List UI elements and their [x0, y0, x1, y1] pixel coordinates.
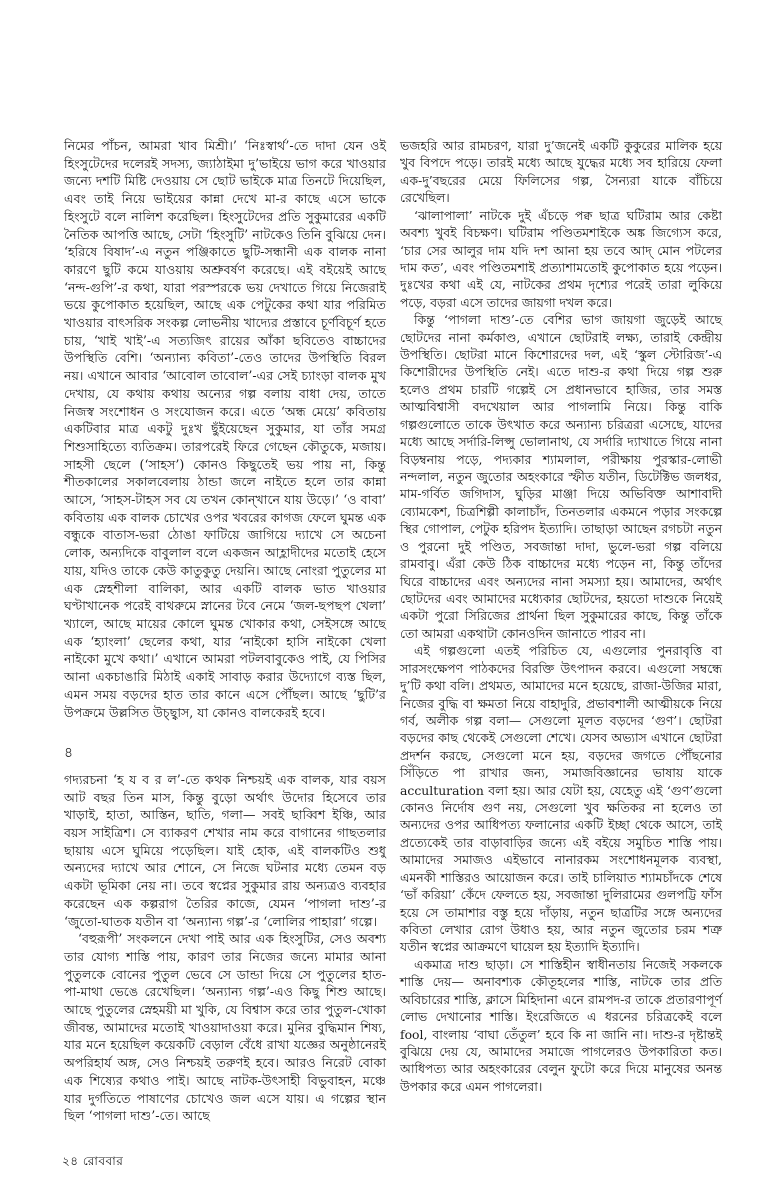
- paragraph: এই গল্পগুলো এতই পরিচিত যে, এগুলোর পুনরাবৃত্তি বা সারসংক্ষেপণ পাঠকদের বিরক্তি উৎপাদন করবে। এগুলো সম্বন্ধে দু’টি কথা বলি। প্রথমত, আমাদের মনে হয়েছে, রাজা-উজির মারা, নিজের বুদ্ধি বা ক্ষমতা নিয়ে বাহাদুরি, প্রভাবশালী আত্মীয়কে নিয়ে গর্ব, অলীক গল্প বলা— সেগুলো মূলত বড়দের ‘গুণ’। ছোটরা বড়দের কাছ থেকেই সেগুলো শেখে। যেসব অভ্যাস এখানে ছোটরা প্রদর্শন করছে, সেগুলো মনে হয়, বড়দের জগতে পৌঁছনোর সিঁড়িতে পা রাখার জন্য, সমাজবিজ্ঞানের ভাষায় যাকে acculturation বলা হয়। আর যেটা হয়, যেহেতু এই ‘গুণ’গুলো কোনও নির্দোষ গুণ নয়, সেগুলো খুব ক্ষতিকর না হলেও তা অন্যদের ওপর আধিপত্য ফলানোর একটি ইচ্ছা থেকে আসে, তাই প্রত্যেকেই তার বাড়াবাড়ির জন্যে এই বইয়ে সমুচিত শাস্তি পায়। আমাদের সমাজও এইভাবে নানারকম সংশোধনমূলক ব্যবস্থা, এমনকী শাস্তিরও আয়োজন করে। তাই চালিয়াত শ্যামচাঁদকে শেষে ‘ভাঁ করিয়া’ কেঁদে ফেলতে হয়, সবজান্তা দুলিরামের গুলপট্টি ফাঁস হয়ে সে তামাশার বস্তু হয়ে দাঁড়ায়, নতুন ছাত্রটির সঙ্গে অন্যদের কবিতা লেখার রোগ উধাও হয়, আর নতুন জুতোর চরম শত্রু যতীন স্বপ্নের আক্রমণে ঘায়েল হয় ইত্যাদি ইত্যাদি।: [400, 643, 722, 955]
- paragraph: কিন্তু ‘পাগলা দাশু’-তে বেশির ভাগ জায়গা জুড়েই আছে ছোটদের নানা কর্মকাণ্ড, এখানে ছোটরাই লক্ষ্য, তারাই কেন্দ্রীয় উপস্থিতি। ছোটরা মানে কিশোরদের দল, এই ‘স্কুল স্টোরিজ’-এ কিশোরীদের উপস্থিতি নেই। এতে দাশু-র কথা দিয়ে গল্প শুরু হলেও প্রথম চারটি গল্পেই সে প্রধানভাবে হাজির, তার সমস্ত আত্মবিশ্বাসী বদখেয়াল আর পাগলামি নিয়ে। কিন্তু বাকি গল্পগুলোতে তাকে উৎখাত করে অন্যান্য চরিত্ররা এসেছে, যাদের মধ্যে আছে সর্দারি-লিপ্সু ভোলানাথ, যে সর্দারি দ্যাখাতে গিয়ে নানা বিড়ম্বনায় পড়ে, পদ্যকার শ্যামলাল, পরীক্ষায় পুরস্কার-লোভী নন্দলাল, নতুন জুতোর অহংকারে স্ফীত যতীন, ডিটেক্টিভ জলধর, মাম-গর্বিত জগিদাস, ঘুড়ির মাঞ্জা দিয়ে অভিবিক্ত আশাবাদী ব্যোমকেশ, চিত্রশিল্পী কালাচাঁদ, তিনতলার একমনে পড়ার সংকল্পে স্থির গোপাল, পেটুক হরিপদ ইত্যাদি। তাছাড়া আছেন রগচটা নতুন ও পুরনো দুই পণ্ডিত, সবজান্তা দাদা, ভুলে-ভরা গল্প বলিয়ে রামবাবু। এঁরা কেউ ঠিক বাচ্চাদের মধ্যে পড়েন না, কিন্তু তাঁদের ঘিরে বাচ্চাদের এবং অন্যদের নানা সমস্যা হয়। আমাদের, অর্থাৎ ছোটদের এবং আমাদের মধ্যেকার ছোটদের, হয়তো দাশুকে নিয়েই একটা পুরো সিরিজের প্রার্থনা ছিল সুকুমারের কাছে, কিন্তু তাঁকে তো আমরা একথাটা কোনওদিন জানাতে পারব না।: [400, 312, 722, 641]
- paragraph: গদ্যরচনা ‘হ য ব র ল’-তে কথক নিশ্চয়ই এক বালক, যার বয়স আট বছর তিন মাস, কিন্তু বুড়ো অর্থাৎ উদোর হিসেবে তার খাড়াই, হাতা, আস্তিন, ছাতি, গলা— সবই ছাব্বিশ ইঞ্চি, আর বয়স সাইত্রিশ। সে ব্যাকরণ শেখার নাম করে বাগানের গাছতলার ছায়ায় এসে ঘুমিয়ে পড়েছিল। যাই হোক, এই বালকটিও শুধু অন্যদের দ্যাখে আর শোনে, সে নিজে ঘটনার মধ্যে তেমন বড় একটা ভূমিকা নেয় না। তবে স্বপ্নের সুকুমার রায় অন্যত্রও ব্যবহার করেছেন এক কল্পরাগ তৈরির কাজে, যেমন ‘পাগলা দাশু’-র ‘জুতো-ঘাতক যতীন বা ‘অন্যান্য গল্প’-র ‘লোলির পাহারা’ গল্পে।: [64, 771, 386, 929]
- paragraph: ভজহরি আর রামচরণ, যারা দু’জনেই একটি কুকুরের মালিক হয়ে খুব বিপদে পড়ে। তারই মধ্যে আছে যুদ্ধের মধ্যে সব হারিয়ে ফেলা এক-দু’বছরের মেয়ে ফিলিসের গল্প, সৈন্যরা যাকে বাঁচিয়ে রেখেছিল।: [400, 138, 722, 206]
- paragraph: একমাত্র দাশু ছাড়া। সে শাস্তিহীন স্বাধীনতায় নিজেই সকলকে শাস্তি দেয়— অনাবশ্যক কৌতূহলের শাস্তি, নাটকে তার প্রতি অবিচারের শাস্তি, ক্লাসে মিহিদানা এনে রামপদ-র তাকে প্রতারণাপূর্ণ লোভ দেখানোর শাস্তি। ইংরেজিতে এ ধরনের চরিত্রকেই বলে fool, বাংলায় ‘বাঘা তেঁতুল’ হবে কি না জানি না। দাশু-র দৃষ্টান্তই বুঝিয়ে দেয় যে, আমাদের সমাজে পাগলেরও উপকারিতা কত। আধিপত্য আর অহংকারের বেলুন ফুটো করে দিয়ে মানুষের অনন্ত উপকার করে এমন পাগলেরা।: [400, 956, 722, 1094]
- page-footer: ২৪ রোববার: [62, 1154, 124, 1168]
- left-column: [64, 137, 386, 1125]
- right-column: [400, 137, 722, 1095]
- paragraph: ‘ঝালাপালা’ নাটকে দুই এঁচড়ে পক্ব ছাত্র ঘটিরাম আর কেষ্টা অবশ্য খুবই বিচক্ষণ। ঘটিরাম পণ্ডিতমশাইকে অঙ্ক জিগ্যেস করে, ‘চার সের আলুর দাম যদি দশ আনা হয় তবে আদ্ মোন পটলের দাম কত’, এবং পণ্ডিতমশাই প্রত্যাশামতোই কুপোকাত হয়ে পড়েন। দুঃখের কথা এই যে, নাটকের প্রথম দৃশ্যের পরেই তারা লুকিয়ে পড়ে, বড়রা এসে তাদের জায়গা দখল করে।: [400, 207, 722, 310]
- paragraph: নিমের পাঁচন, আমরা খাব মিশ্রী।’ ‘নিঃস্বার্থ’-তে দাদা যেন ওই হিংসুটেদের দলেরই সদস্য, জ্যাঠাইমা দু’ভাইয়ে ভাগ করে খাওয়ার জন্যে দশটি মিষ্টি দেওয়ায় সে ছোট ভাইকে মাত্র তিনটে দিয়েছিল, এবং তাই নিয়ে ভাইয়ের কান্না দেখে মা-র কাছে এসে ভাকে হিংসুটে বলে নালিশ করেছিল। হিংসুটেদের প্রতি সুকুমারের একটি নৈতিক আপত্তি আছে, সেটা ‘হিংসুটি’ নাটকেও তিনি বুঝিয়ে দেন। ‘হরিষে বিষাদ’-এ নতুন পঞ্জিকাতে ছুটি-সন্ধানী এক বালক নানা কারণে ছুটি কমে যাওয়ায় অশ্রুবর্ষণ করেছে। এই বইয়েই আছে ‘নন্দ-গুপি’-র কথা, যারা পরস্পরকে ভয় দেখাতে গিয়ে নিজেরাই ভয়ে কুপোকাত হয়েছিল, আছে এক পেটুকের কথা যার পরিমিত খাওয়ার বাৎসরিক সংকল্প লোভনীয় খাদ্যের প্রস্তাবে চূর্ণবিচূর্ণ হতে চায়, ‘খাই খাই’-এ সত্যজিৎ রায়ের আঁকা ছবিতেও বাচ্চাদের উপস্থিতি বেশি। ‘অন্যান্য কবিতা’-তেও তাদের উপস্থিতি বিরল নয়। এখানে আবার ‘আবোল তাবোল’-এর সেই চ্যাংড়া বালক মুখ দেখায়, যে কথায় কথায় অন্যের গল্প বলায় বাধা দেয়, তাতে নিজস্ব সংশোধন ও সংযোজন করে। এতে ‘অন্ধ মেয়ে’ কবিতায় একটিবার মাত্র একটু দুঃখ ছুঁইয়েছেন সুকুমার, যা তাঁর সমগ্র শিশুসাহিত্যে ব্যতিক্রম। তারপরেই ফিরে গেছেন কৌতুকে, মজায়। সাহসী ছেলে (‘সাহস’) কোনও কিছুতেই ভয় পায় না, কিন্তু শীতকালের সকালবেলায় ঠান্ডা জলে নাইতে হলে তার কান্না আসে, ‘সাহস-টাহস সব যে তখন কোন্খানে যায় উড়ে।’ ‘ও বাবা’ কবিতায় এক বালক চোখের ওপর খবরের কাগজ ফেলে ঘুমন্ত এক বন্ধুকে বাতাস-ভরা ঠোঙা ফাটিয়ে জাগিয়ে দ্যাখে সে অচেনা লোক, অন্যদিকে বাবুলাল বলে একজন আহ্লাদীদের মতোই হেসে যায়, যদিও তাকে কেউ কাতুকুতু দেয়নি। আছে নোংরা পুতুলের মা এক স্নেহশীলা বালিকা, আর একটি বালক ভাত খাওয়ার ঘণ্টাখানেক পরেই বাথরুমে স্নানের টবে নেমে ‘জল-ছপছপ খেলা’ খ্যালে, আছে মায়ের কোলে ঘুমন্ত খোকার কথা, সেইসঙ্গে আছে এক ‘হ্যাংলা’ ছেলের কথা, যার ‘নাইকো হাসি নাইকো খেলা নাইকো মুখে কথা।’ এখানে আমরা পটলবাবুকেও পাই, যে পিসির আনা একচাঙারি মিঠাই একাই সাবাড় করার উদ্যোগে ব্যস্ত ছিল, এমন সময় বড়দের হাত তার কানে এসে পৌঁছল। আছে ‘ছুটি’র উপক্রমে উল্লসিত উচ্ছ্বাস, যা কোনও বালকেরই হবে।: [64, 138, 386, 720]
- section-number: ৪: [64, 745, 74, 762]
- paragraph: ‘বহুরূপী’ সংকলনে দেখা পাই আর এক হিংসুটির, সেও অবশ্য তার যোগ্য শাস্তি পায়, কারণ তার নিজের জন্যে মামার আনা পুতুলকে বোনের পুতুল ভেবে সে ডান্ডা দিয়ে সে পুতুলের হাত-পা-মাথা ভেঙে রেখেছিল। ‘অন্যান্য গল্প’-এও কিছু শিশু আছে। আছে পুতুলের স্নেহময়ী মা খুকি, যে বিশ্বাস করে তার পুতুল-খোকা জীবন্ত, আমাদের মতোই খাওয়াদাওয়া করে। মুনির বুদ্ধিমান শিষ্য, যার মনে হয়েছিল কয়েকটি বেড়াল বেঁধে রাখা যজ্ঞের অনুষ্ঠানেরই অপরিহার্য অঙ্গ, সেও নিশ্চয়ই তরুণই হবে। আরও নিরেট বোকা এক শিষ্যের কথাও পাই। আছে নাটক-উৎসাহী বিভুবাহন, মঞ্চে যার দুর্গতিতে পাষাণের চোখেও জল এসে যায়। এ গল্পের স্থান ছিল ‘পাগলা দাশু’-তে। আছে: [64, 931, 386, 1124]
